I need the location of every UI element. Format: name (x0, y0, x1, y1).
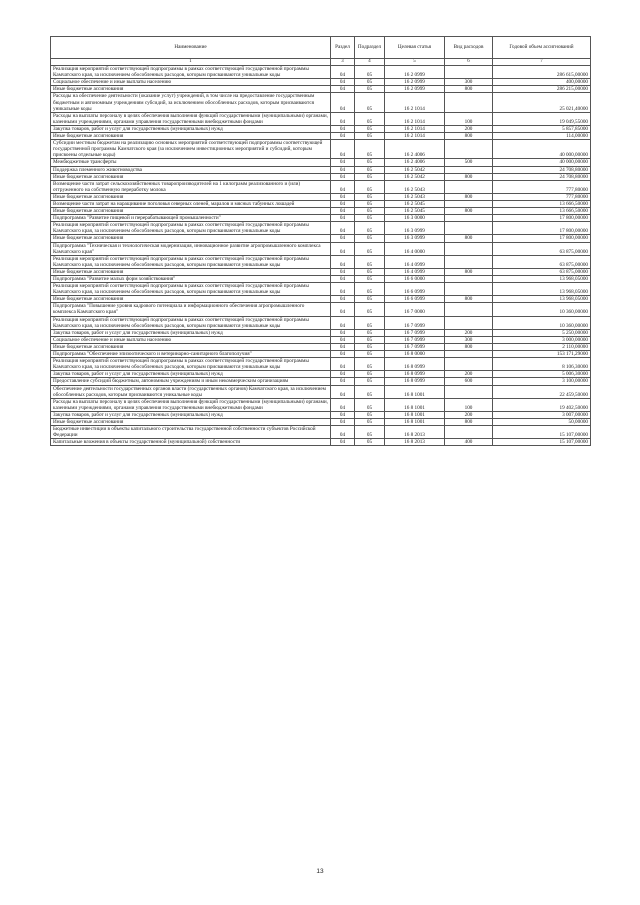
row-section: 04 (331, 180, 355, 193)
row-subsection: 05 (355, 255, 385, 268)
row-target: 16 7 0999 (385, 336, 445, 343)
row-amount: 5 006,30000 (493, 371, 591, 378)
col-number: 3 (331, 59, 355, 66)
row-name: Социальное обеспечение и иные выплаты населению (51, 79, 331, 86)
row-section: 04 (331, 133, 355, 140)
row-subsection: 05 (355, 411, 385, 418)
row-subsection: 05 (355, 371, 385, 378)
row-section: 04 (331, 276, 355, 283)
row-expense-type (445, 426, 493, 439)
row-name: Реализация мероприятий соответствующей подпрограммы в рамках соответствующей государственной программы Камчатского края, за исключением обособленных расходов, которым присваиваются уникальные коды (51, 66, 331, 79)
row-name: Предоставление субсидий бюджетным, автономным учреждениям и иным некоммерческим организациям (51, 378, 331, 385)
row-name: Подпрограмма "Развитие малых форм хозяйствования" (51, 276, 331, 283)
row-name: Подпрограмма "Техническая и технологическая модернизация, инновационное развитие агропромышленного комплекса Камчатского края" (51, 242, 331, 255)
row-section: 04 (331, 283, 355, 296)
row-subsection: 05 (355, 208, 385, 215)
row-target: 16 7 0999 (385, 329, 445, 336)
row-subsection: 05 (355, 93, 385, 112)
row-expense-type: 800 (445, 235, 493, 242)
row-subsection: 05 (355, 140, 385, 159)
row-subsection: 05 (355, 336, 385, 343)
row-section: 04 (331, 303, 355, 316)
row-target: 16 8 1001 (385, 418, 445, 425)
row-section: 04 (331, 343, 355, 350)
row-section: 04 (331, 351, 355, 358)
row-amount: 3 000,00000 (493, 336, 591, 343)
row-subsection: 05 (355, 418, 385, 425)
row-section: 04 (331, 439, 355, 446)
row-name: Иные бюджетные ассигнования (51, 173, 331, 180)
row-target: 16 4 0999 (385, 255, 445, 268)
row-name: Межбюджетные трансферты (51, 159, 331, 166)
row-amount: 25 021,40000 (493, 93, 591, 112)
row-amount: 10 360,00000 (493, 316, 591, 329)
row-expense-type (445, 180, 493, 193)
row-target: 16 6 0999 (385, 296, 445, 303)
row-subsection: 05 (355, 159, 385, 166)
row-name: Расходы на обеспечение деятельности (оказание услуг) учреждений, в том числе на предоставление государственным бюджетным и автономным учреждениям субсидий, за исключением обособленных расходов, которым присваиваются уникальные коды (51, 93, 331, 112)
row-section: 04 (331, 166, 355, 173)
table-header-row (51, 37, 591, 59)
row-subsection: 05 (355, 358, 385, 371)
row-subsection: 05 (355, 398, 385, 411)
row-amount: 777,80000 (493, 193, 591, 200)
row-target: 16 3 0999 (385, 235, 445, 242)
row-expense-type (445, 93, 493, 112)
row-section: 04 (331, 329, 355, 336)
row-amount: 13 666,50000 (493, 200, 591, 207)
row-amount: 24 708,80000 (493, 173, 591, 180)
row-target: 16 8 0000 (385, 351, 445, 358)
row-target: 16 7 0999 (385, 343, 445, 350)
row-target: 16 6 0000 (385, 276, 445, 283)
row-expense-type: 800 (445, 133, 493, 140)
row-expense-type (445, 222, 493, 235)
col-number: 1 (51, 59, 331, 66)
row-name: Иные бюджетные ассигнования (51, 343, 331, 350)
table-row (51, 200, 591, 207)
row-target: 16 2 5042 (385, 166, 445, 173)
column-number-row (51, 59, 591, 66)
row-subsection: 05 (355, 276, 385, 283)
row-expense-type (445, 316, 493, 329)
row-expense-type (445, 351, 493, 358)
row-name: Подпрограмма "Развитие пищевой и перерабатывающей промышленности" (51, 215, 331, 222)
row-expense-type: 800 (445, 343, 493, 350)
row-target: 16 8 1001 (385, 411, 445, 418)
row-target: 16 2 1014 (385, 125, 445, 132)
row-expense-type: 100 (445, 398, 493, 411)
row-section: 04 (331, 418, 355, 425)
row-subsection: 05 (355, 173, 385, 180)
row-name: Реализация мероприятий соответствующей подпрограммы в рамках соответствующей государственной программы Камчатского края, за исключением обособленных расходов, которым присваиваются уникальные коды (51, 283, 331, 296)
row-amount: 63 875,00000 (493, 255, 591, 268)
row-expense-type: 200 (445, 329, 493, 336)
row-amount: 114,00000 (493, 133, 591, 140)
row-name: Иные бюджетные ассигнования (51, 193, 331, 200)
row-target: 16 7 0000 (385, 303, 445, 316)
row-target: 16 8 0999 (385, 378, 445, 385)
row-expense-type (445, 283, 493, 296)
row-subsection: 05 (355, 268, 385, 275)
row-subsection: 05 (355, 385, 385, 398)
row-subsection: 05 (355, 351, 385, 358)
header-name: Наименование (51, 37, 331, 59)
row-section: 04 (331, 358, 355, 371)
row-name: Иные бюджетные ассигнования (51, 235, 331, 242)
col-number: 7 (493, 59, 591, 66)
row-section: 04 (331, 200, 355, 207)
row-expense-type (445, 242, 493, 255)
row-target: 16 2 5045 (385, 208, 445, 215)
budget-document (50, 36, 590, 446)
table-row (51, 296, 591, 303)
row-name: Возмещение части затрат сельскохозяйственных товаропроизводителей на 1 килограмм реализованного и (или) отгруженного на собственную переработку молока (51, 180, 331, 193)
row-section: 04 (331, 79, 355, 86)
row-subsection: 05 (355, 180, 385, 193)
page-number: 13 (316, 868, 324, 875)
table-row (51, 358, 591, 371)
row-amount: 3 100,00000 (493, 378, 591, 385)
row-name: Реализация мероприятий соответствующей подпрограммы в рамках соответствующей государственной программы Камчатского края, за исключением обособленных расходов, которым присваиваются уникальные коды (51, 316, 331, 329)
table-row (51, 140, 591, 159)
row-amount: 17 800,00000 (493, 215, 591, 222)
row-target: 16 2 5045 (385, 200, 445, 207)
row-expense-type (445, 385, 493, 398)
row-target: 16 2 0999 (385, 79, 445, 86)
row-name: Закупка товаров, работ и услуг для государственных (муниципальных) нужд (51, 125, 331, 132)
table-row (51, 336, 591, 343)
row-section: 04 (331, 159, 355, 166)
row-target: 16 2 5043 (385, 180, 445, 193)
row-expense-type: 800 (445, 193, 493, 200)
row-subsection: 05 (355, 193, 385, 200)
row-target: 16 2 5042 (385, 173, 445, 180)
table-row (51, 125, 591, 132)
row-name: Обеспечение деятельности государственных органов власти (государственных органов) Камчатского края, за исключением обособленных расходов, которым присваиваются уникальные коды (51, 385, 331, 398)
row-target: 16 6 0999 (385, 283, 445, 296)
row-expense-type: 800 (445, 418, 493, 425)
row-expense-type: 800 (445, 173, 493, 180)
row-amount: 10 360,00000 (493, 303, 591, 316)
table-row (51, 329, 591, 336)
row-name: Подпрограмма "Обеспечение эпизоотического и ветеринарно-санитарного благополучия" (51, 351, 331, 358)
table-row (51, 411, 591, 418)
row-expense-type: 200 (445, 411, 493, 418)
table-row (51, 112, 591, 125)
table-row (51, 378, 591, 385)
row-amount: 40 000,00000 (493, 140, 591, 159)
row-amount: 3 007,00000 (493, 411, 591, 418)
row-expense-type: 200 (445, 371, 493, 378)
row-subsection: 05 (355, 215, 385, 222)
row-expense-type (445, 166, 493, 173)
table-row (51, 193, 591, 200)
row-expense-type (445, 358, 493, 371)
row-target: 16 4 0000 (385, 242, 445, 255)
row-amount: 400,00000 (493, 79, 591, 86)
table-row (51, 351, 591, 358)
row-name: Расходы на выплаты персоналу в целях обеспечения выполнения функций государственными (муниципальными) органами, казенными учреждениями, органами управления государственными внебюджетными фондами (51, 112, 331, 125)
row-section: 04 (331, 316, 355, 329)
row-name: Поддержка племенного животноводства (51, 166, 331, 173)
row-amount: 17 800,00000 (493, 222, 591, 235)
row-section: 04 (331, 208, 355, 215)
row-amount: 2 110,00000 (493, 343, 591, 350)
row-amount: 286 615,00000 (493, 66, 591, 79)
row-target: 16 4 0999 (385, 268, 445, 275)
row-name: Иные бюджетные ассигнования (51, 133, 331, 140)
row-target: 16 8 1001 (385, 385, 445, 398)
table-row (51, 316, 591, 329)
table-row (51, 222, 591, 235)
table-row (51, 242, 591, 255)
row-subsection: 05 (355, 283, 385, 296)
row-subsection: 05 (355, 166, 385, 173)
row-amount: 153 171,29000 (493, 351, 591, 358)
row-section: 04 (331, 268, 355, 275)
header-expense-type: Вид расходов (445, 37, 493, 59)
row-section: 04 (331, 235, 355, 242)
row-amount: 8 106,30000 (493, 358, 591, 371)
table-row (51, 276, 591, 283)
row-section: 04 (331, 66, 355, 79)
row-amount: 24 708,80000 (493, 166, 591, 173)
row-section: 04 (331, 93, 355, 112)
row-subsection: 05 (355, 79, 385, 86)
row-expense-type: 100 (445, 112, 493, 125)
row-expense-type: 200 (445, 125, 493, 132)
row-name: Закупка товаров, работ и услуг для государственных (муниципальных) нужд (51, 371, 331, 378)
row-target: 16 2 1014 (385, 133, 445, 140)
row-amount: 22 459,50000 (493, 385, 591, 398)
row-section: 04 (331, 173, 355, 180)
row-name: Субсидии местным бюджетам на реализацию основных мероприятий соответствующей подпрограммы соответствующей государственной программы Камчатского края (за исключением инвестиционных мероприятий и субсидий, которым присвоены отдельные коды) (51, 140, 331, 159)
row-expense-type (445, 303, 493, 316)
row-section: 04 (331, 378, 355, 385)
row-amount: 13 666,50000 (493, 208, 591, 215)
header-target: Целевая статья (385, 37, 445, 59)
row-name: Иные бюджетные ассигнования (51, 296, 331, 303)
row-section: 04 (331, 222, 355, 235)
row-name: Реализация мероприятий соответствующей подпрограммы в рамках соответствующей государственной программы Камчатского края, за исключением обособленных расходов, которым присваиваются уникальные коды (51, 222, 331, 235)
table-row (51, 255, 591, 268)
row-section: 04 (331, 385, 355, 398)
row-target: 16 2 5043 (385, 193, 445, 200)
row-target: 16 7 0999 (385, 316, 445, 329)
budget-table (50, 36, 591, 446)
row-target: 16 8 2013 (385, 426, 445, 439)
row-section: 04 (331, 426, 355, 439)
col-number: 6 (445, 59, 493, 66)
table-row (51, 66, 591, 79)
row-subsection: 05 (355, 66, 385, 79)
row-amount: 13 968,05000 (493, 276, 591, 283)
col-number: 4 (355, 59, 385, 66)
row-target: 16 2 0999 (385, 86, 445, 93)
row-name: Реализация мероприятий соответствующей подпрограммы в рамках соответствующей государственной программы Камчатского края, за исключением обособленных расходов, которым присваиваются уникальные коды (51, 358, 331, 371)
row-amount: 13 968,05000 (493, 283, 591, 296)
table-row (51, 418, 591, 425)
header-section: Раздел (331, 37, 355, 59)
row-section: 04 (331, 336, 355, 343)
row-expense-type (445, 255, 493, 268)
row-subsection: 05 (355, 222, 385, 235)
header-annual: Годовой объем ассигнований (493, 37, 591, 59)
row-section: 04 (331, 140, 355, 159)
row-subsection: 05 (355, 439, 385, 446)
table-row (51, 439, 591, 446)
table-row (51, 371, 591, 378)
table-row (51, 215, 591, 222)
row-expense-type (445, 140, 493, 159)
table-row (51, 93, 591, 112)
row-expense-type: 800 (445, 208, 493, 215)
row-subsection: 05 (355, 125, 385, 132)
row-subsection: 05 (355, 426, 385, 439)
row-expense-type: 300 (445, 336, 493, 343)
row-amount: 15 107,00000 (493, 439, 591, 446)
row-section: 04 (331, 242, 355, 255)
row-amount: 40 000,00000 (493, 159, 591, 166)
row-subsection: 05 (355, 235, 385, 242)
row-amount: 19 402,50000 (493, 398, 591, 411)
row-subsection: 05 (355, 329, 385, 336)
row-subsection: 05 (355, 296, 385, 303)
row-name: Расходы на выплаты персоналу в целях обеспечения выполнения функций государственными (муниципальными) органами, казенными учреждениями, органами управления государственными внебюджетными фондами (51, 398, 331, 411)
row-amount: 50,00000 (493, 418, 591, 425)
row-target: 16 8 2013 (385, 439, 445, 446)
table-body (51, 66, 591, 446)
row-amount: 15 107,00000 (493, 426, 591, 439)
row-amount: 19 049,55000 (493, 112, 591, 125)
row-name: Иные бюджетные ассигнования (51, 86, 331, 93)
row-expense-type (445, 200, 493, 207)
row-section: 04 (331, 255, 355, 268)
table-row (51, 343, 591, 350)
row-expense-type (445, 66, 493, 79)
row-amount: 286 215,00000 (493, 86, 591, 93)
row-target: 16 2 0999 (385, 66, 445, 79)
table-row (51, 173, 591, 180)
table-row (51, 86, 591, 93)
row-subsection: 05 (355, 343, 385, 350)
row-target: 16 2 1014 (385, 93, 445, 112)
row-amount: 63 875,00000 (493, 242, 591, 255)
table-row (51, 166, 591, 173)
table-row (51, 208, 591, 215)
table-row (51, 426, 591, 439)
row-subsection: 05 (355, 316, 385, 329)
row-amount: 13 968,05000 (493, 296, 591, 303)
row-name: Бюджетные инвестиции в объекты капитального строительства государственной собственности субъектов Российской Федерации (51, 426, 331, 439)
row-target: 16 2 1014 (385, 112, 445, 125)
row-name: Возмещение части затрат на наращивание поголовья северных оленей, маралов и мясных табунных лошадей (51, 200, 331, 207)
row-subsection: 05 (355, 200, 385, 207)
row-expense-type: 400 (445, 439, 493, 446)
row-subsection: 05 (355, 86, 385, 93)
row-amount: 5 857,85000 (493, 125, 591, 132)
row-expense-type: 600 (445, 378, 493, 385)
row-expense-type: 800 (445, 296, 493, 303)
row-name: Социальное обеспечение и иные выплаты населению (51, 336, 331, 343)
row-amount: 777,80000 (493, 180, 591, 193)
col-number: 5 (385, 59, 445, 66)
row-subsection: 05 (355, 303, 385, 316)
row-target: 16 8 1001 (385, 398, 445, 411)
row-name: Реализация мероприятий соответствующей подпрограммы в рамках соответствующей государственной программы Камчатского края, за исключением обособленных расходов, которым присваиваются уникальные коды (51, 255, 331, 268)
header-subsection: Подраздел (355, 37, 385, 59)
row-section: 04 (331, 193, 355, 200)
row-target: 16 2 4006 (385, 140, 445, 159)
row-subsection: 05 (355, 378, 385, 385)
row-subsection: 05 (355, 133, 385, 140)
table-row (51, 235, 591, 242)
row-expense-type (445, 276, 493, 283)
row-section: 04 (331, 296, 355, 303)
row-expense-type: 500 (445, 159, 493, 166)
table-row (51, 133, 591, 140)
row-amount: 17 800,00000 (493, 235, 591, 242)
row-expense-type: 800 (445, 86, 493, 93)
row-target: 16 3 0000 (385, 215, 445, 222)
row-name: Иные бюджетные ассигнования (51, 208, 331, 215)
row-name: Иные бюджетные ассигнования (51, 418, 331, 425)
table-row (51, 283, 591, 296)
row-name: Иные бюджетные ассигнования (51, 268, 331, 275)
row-section: 04 (331, 371, 355, 378)
table-row (51, 268, 591, 275)
row-target: 16 3 0999 (385, 222, 445, 235)
row-target: 16 8 0999 (385, 358, 445, 371)
row-name: Закупка товаров, работ и услуг для государственных (муниципальных) нужд (51, 329, 331, 336)
row-section: 04 (331, 215, 355, 222)
row-section: 04 (331, 398, 355, 411)
row-expense-type: 800 (445, 268, 493, 275)
row-expense-type: 300 (445, 79, 493, 86)
row-section: 04 (331, 86, 355, 93)
table-row (51, 303, 591, 316)
table-row (51, 159, 591, 166)
row-target: 16 8 0999 (385, 371, 445, 378)
row-amount: 5 250,00000 (493, 329, 591, 336)
row-section: 04 (331, 112, 355, 125)
row-name: Капитальные вложения в объекты государственной (муниципальной) собственности (51, 439, 331, 446)
row-section: 04 (331, 125, 355, 132)
row-name: Закупка товаров, работ и услуг для государственных (муниципальных) нужд (51, 411, 331, 418)
row-amount: 63 875,00000 (493, 268, 591, 275)
table-row (51, 398, 591, 411)
table-row (51, 180, 591, 193)
row-target: 16 2 4006 (385, 159, 445, 166)
row-subsection: 05 (355, 112, 385, 125)
row-subsection: 05 (355, 242, 385, 255)
row-expense-type (445, 215, 493, 222)
row-section: 04 (331, 411, 355, 418)
table-row (51, 385, 591, 398)
row-name: Подпрограмма "Повышение уровня кадрового потенциала и информационного обеспечения агропромышленного комплекса Камчатского края" (51, 303, 331, 316)
table-row (51, 79, 591, 86)
